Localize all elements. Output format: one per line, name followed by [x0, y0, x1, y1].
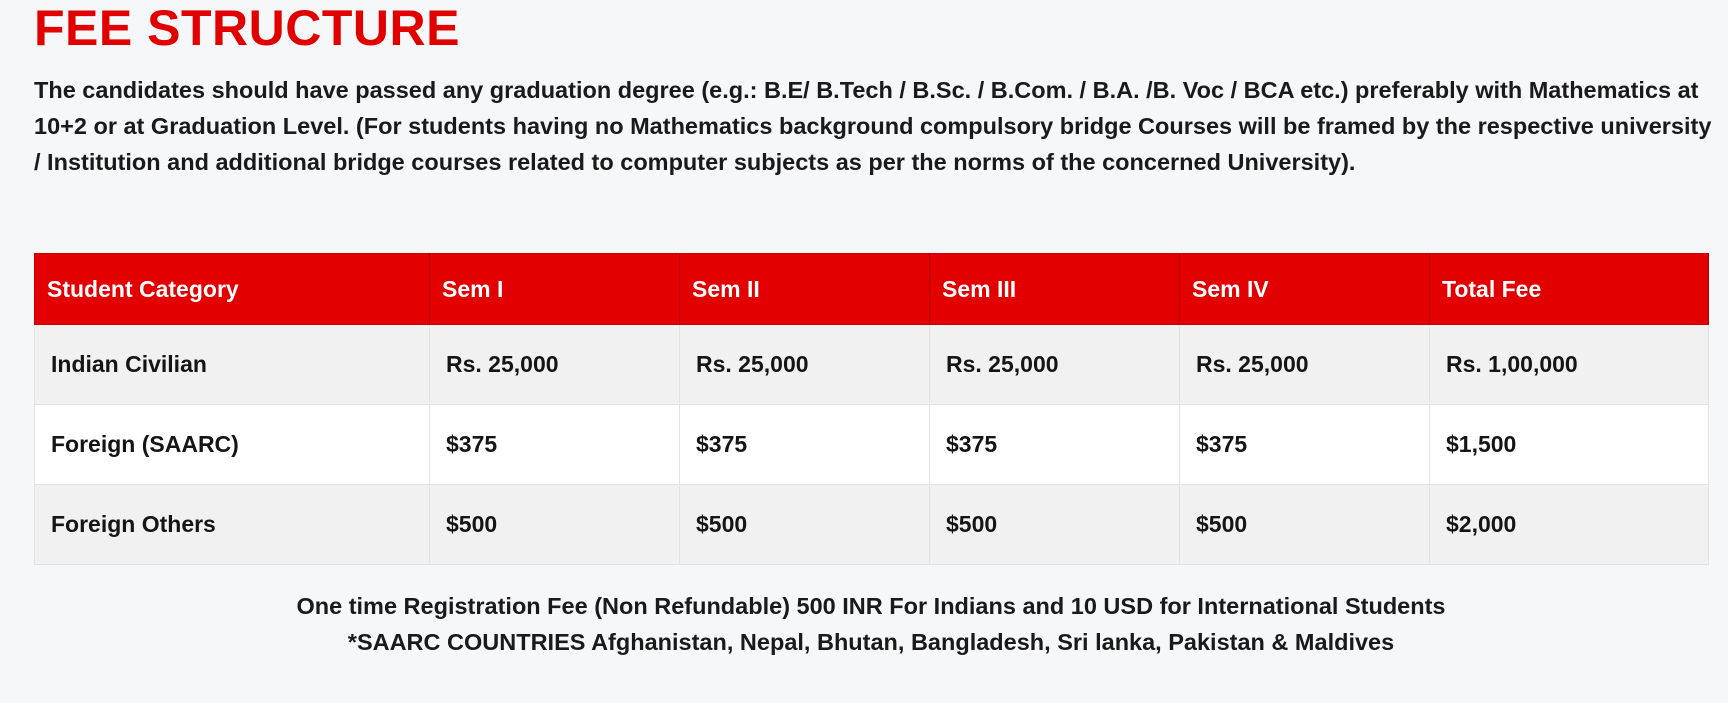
fee-cell: $500 — [430, 485, 680, 565]
fee-cell: $375 — [430, 405, 680, 485]
table-row — [35, 485, 1709, 565]
fee-cell: $500 — [1180, 485, 1430, 565]
fee-notes — [34, 588, 1708, 660]
fee-table — [34, 253, 1709, 565]
eligibility-text: The candidates should have passed any graduation degree (e.g.: B.E/ B.Tech / B.Sc. / B.Com. / B.A. /B. Voc / BCA etc.) preferably with Mathematics at 10+2 or at Graduation Level. (For students having no Mathematics background compulsory bridge Courses will be framed by the respective university / Institution and additional bridge courses related to computer subjects as per the norms of the concerned University). — [34, 77, 1712, 175]
fee-cell: Rs. 25,000 — [680, 325, 930, 405]
table-header-row — [35, 254, 1709, 325]
page-title: FEE STRUCTURE — [34, 0, 460, 56]
category-cell: Indian Civilian — [35, 325, 430, 405]
total-fee-cell: Rs. 1,00,000 — [1430, 325, 1709, 405]
registration-fee-note: One time Registration Fee (Non Refundable) 500 INR For Indians and 10 USD for International Students — [296, 593, 1446, 619]
header-sem-3: Sem III — [930, 254, 1180, 325]
fee-cell: Rs. 25,000 — [930, 325, 1180, 405]
header-sem-4: Sem IV — [1180, 254, 1430, 325]
header-student-category: Student Category — [35, 254, 430, 325]
total-fee-cell: $1,500 — [1430, 405, 1709, 485]
fee-cell: $500 — [930, 485, 1180, 565]
header-total-fee: Total Fee — [1430, 254, 1709, 325]
table-row — [35, 325, 1709, 405]
fee-cell: $375 — [1180, 405, 1430, 485]
header-sem-1: Sem I — [430, 254, 680, 325]
category-cell: Foreign (SAARC) — [35, 405, 430, 485]
header-sem-2: Sem II — [680, 254, 930, 325]
total-fee-cell: $2,000 — [1430, 485, 1709, 565]
table-row — [35, 405, 1709, 485]
fee-cell: $500 — [680, 485, 930, 565]
fee-cell: $375 — [930, 405, 1180, 485]
fee-cell: Rs. 25,000 — [1180, 325, 1430, 405]
fee-cell: Rs. 25,000 — [430, 325, 680, 405]
category-cell: Foreign Others — [35, 485, 430, 565]
saarc-countries-note: *SAARC COUNTRIES Afghanistan, Nepal, Bhutan, Bangladesh, Sri lanka, Pakistan & Maldives — [347, 629, 1395, 655]
fee-cell: $375 — [680, 405, 930, 485]
